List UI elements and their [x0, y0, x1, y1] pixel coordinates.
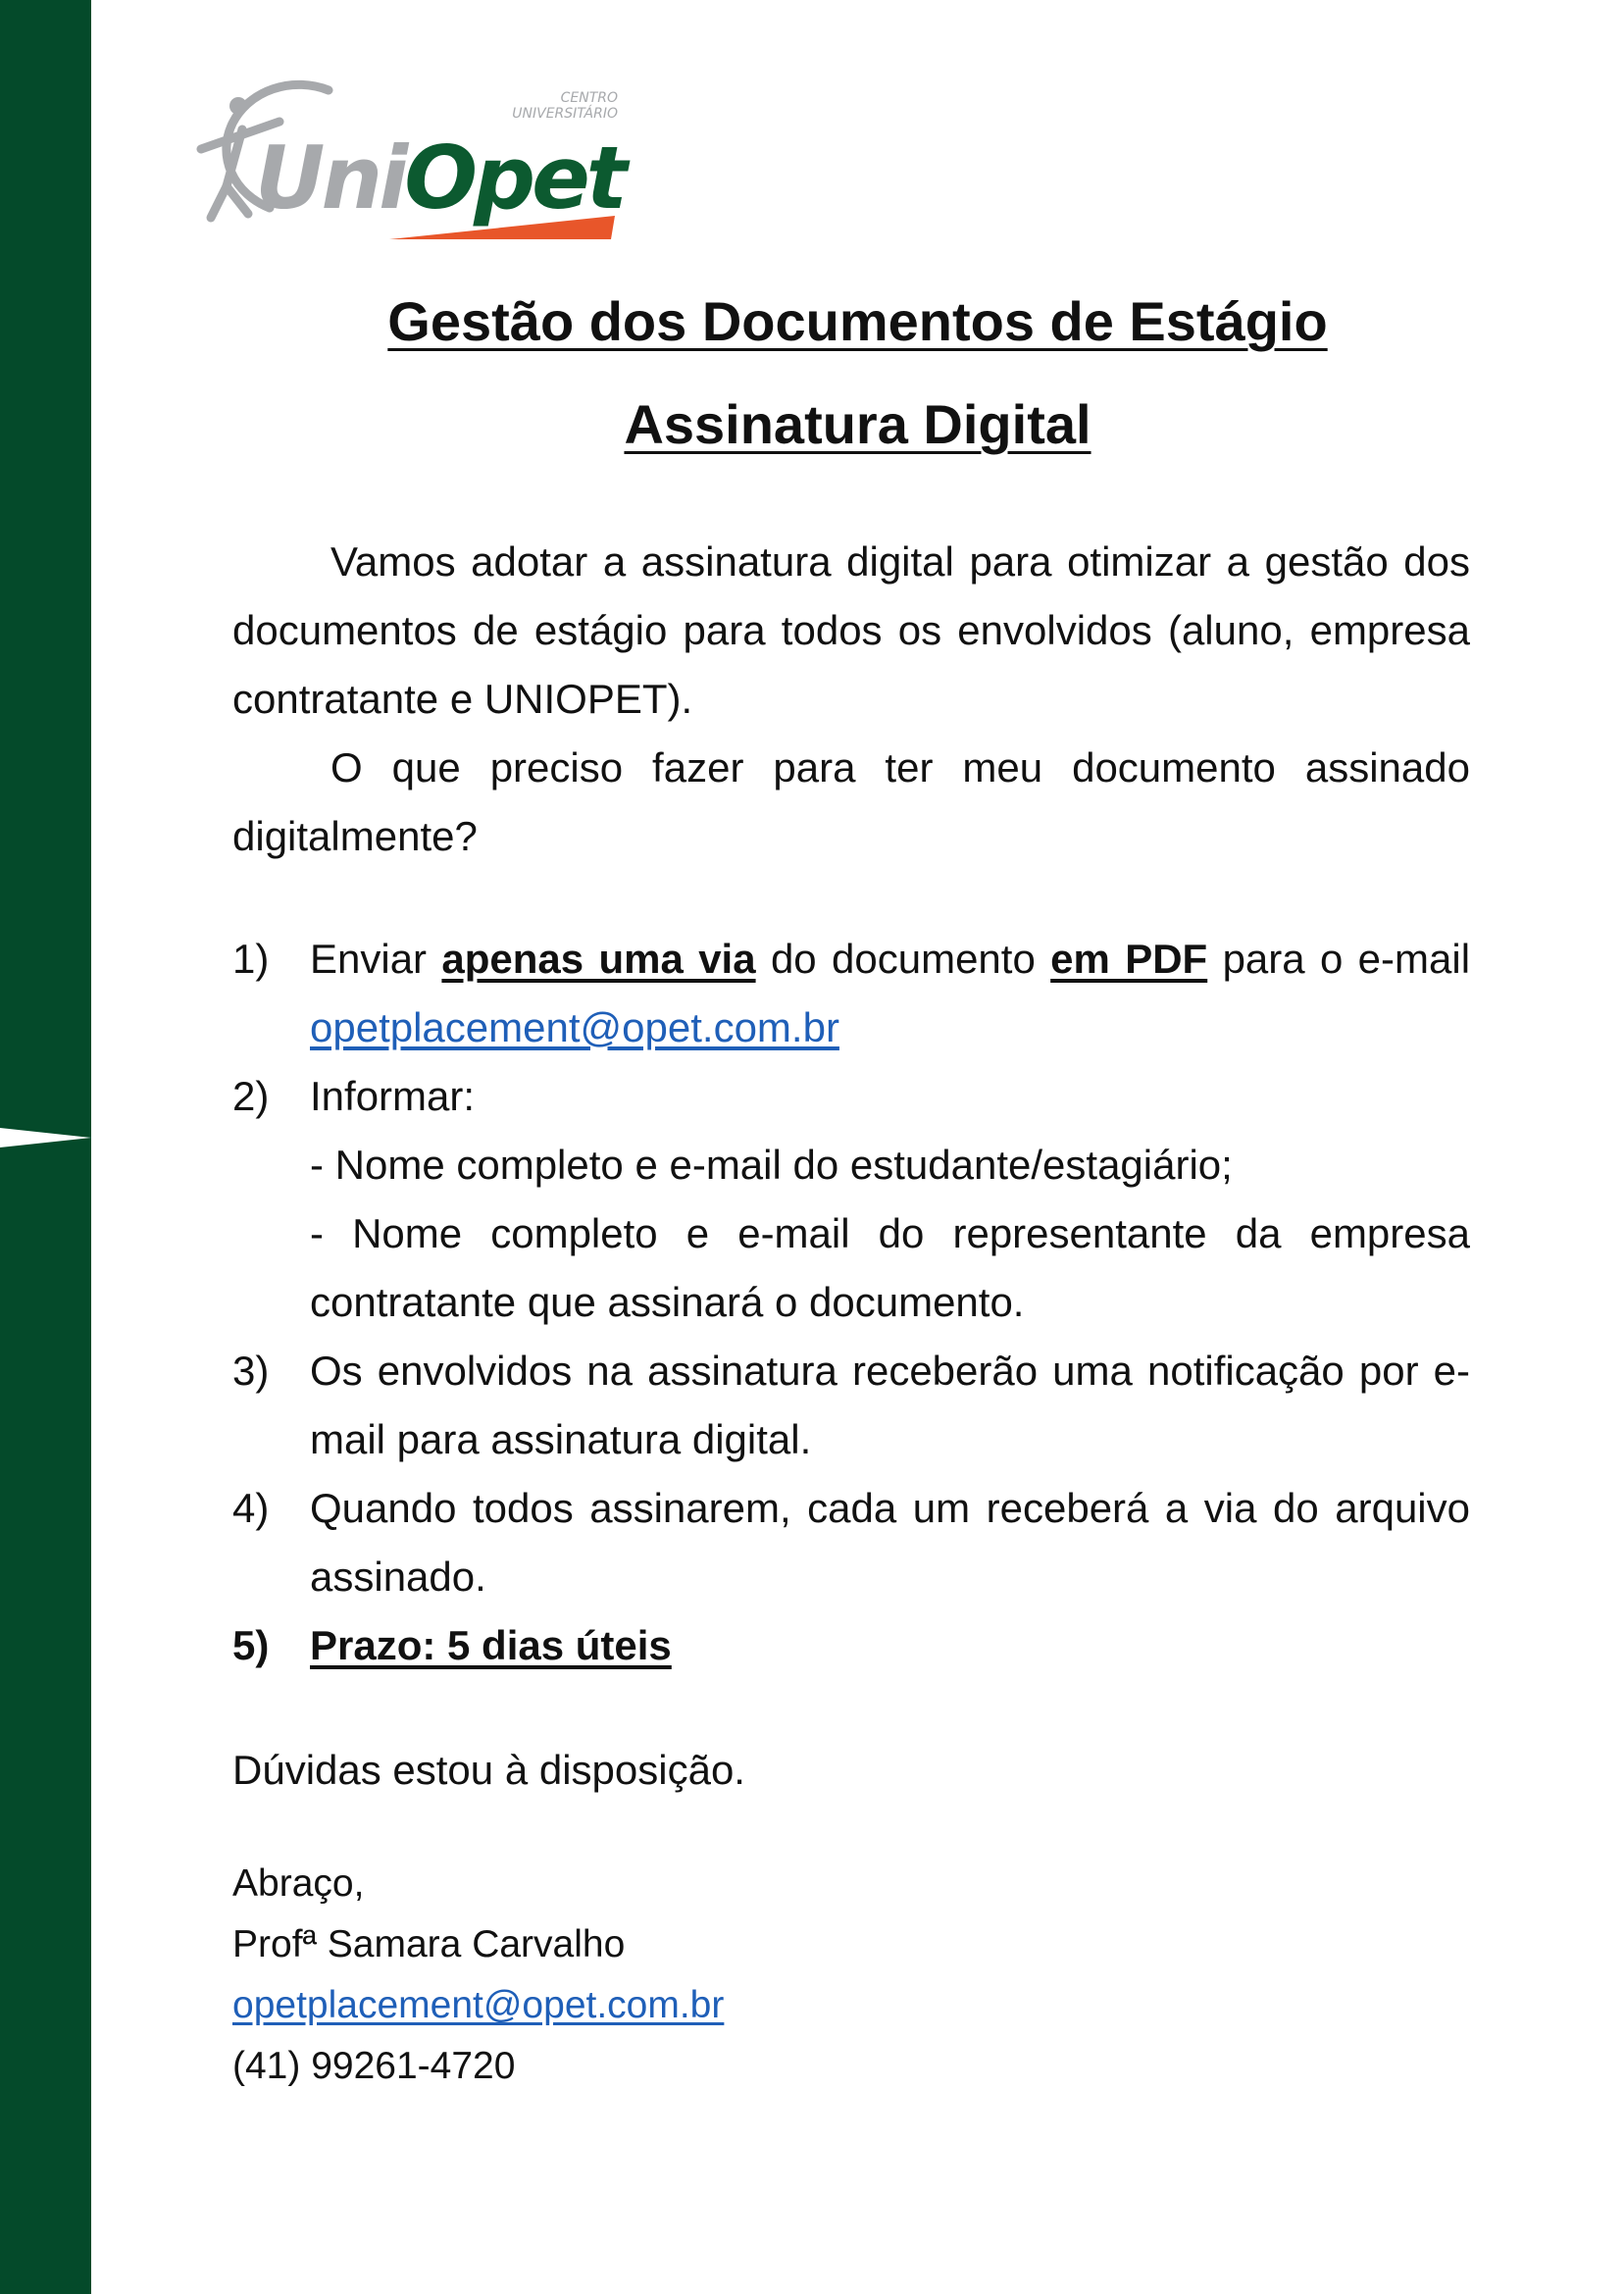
- step-emphasis: apenas uma via: [441, 936, 756, 982]
- steps-list: [232, 925, 1470, 1680]
- uniopet-logo: [162, 61, 633, 242]
- intro-paragraph: Vamos adotar a assinatura digital para otimizar a gestão dos documentos de estágio para todos os envolvidos (aluno, empresa contratante e UNIOPET).: [232, 538, 1470, 722]
- step-number: 1): [232, 936, 270, 982]
- logo-centro-text: CENTRO: [560, 90, 618, 106]
- sender-name: Profª Samara Carvalho: [232, 1923, 626, 1965]
- logo-opet-text: Opet: [404, 127, 624, 229]
- step-item: [232, 1062, 1470, 1337]
- email-link[interactable]: opetplacement@opet.com.br: [310, 1004, 839, 1050]
- step-number: 4): [232, 1485, 270, 1531]
- deadline-text: Prazo: 5 dias úteis: [310, 1622, 672, 1668]
- svg-text:UniOpet: [255, 127, 631, 229]
- step-number: 2): [232, 1073, 270, 1119]
- step-text: Os envolvidos na assinatura receberão uma notificação por e-mail para assinatura digital.: [310, 1348, 1470, 1462]
- page-subtitle: Assinatura Digital: [624, 393, 1091, 455]
- signature-email-link[interactable]: opetplacement@opet.com.br: [232, 1984, 725, 2026]
- doubts-line: Dúvidas estou à disposição.: [232, 1747, 745, 1793]
- closing-text: Abraço,: [232, 1862, 365, 1905]
- step-number: 3): [232, 1348, 270, 1394]
- step-emphasis: em PDF: [1050, 936, 1208, 982]
- question-paragraph: O que preciso fazer para ter meu documento assinado digitalmente?: [232, 744, 1470, 859]
- step-item: [232, 1337, 1470, 1474]
- step-item: [232, 1611, 1470, 1680]
- logo-uni-text: Uni: [255, 127, 405, 229]
- phone-number: (41) 99261-4720: [232, 2045, 516, 2087]
- page-title: Gestão dos Documentos de Estágio: [387, 290, 1328, 352]
- step-text: Quando todos assinarem, cada um receberá a via do arquivo assinado.: [310, 1485, 1470, 1600]
- figure-head-icon: [229, 97, 247, 115]
- step-text: Informar:: [310, 1073, 476, 1119]
- signature-block: [232, 1854, 724, 2097]
- step-item: 1) Enviar apenas uma via do documento em PDF para o e-mail opetplacement@opet.com.br: [232, 925, 1470, 1062]
- step-subitem: - Nome completo e e-mail do representante da empresa contratante que assinará o documento.: [310, 1210, 1470, 1325]
- logo-universitario-text: UNIVERSITÁRIO: [512, 106, 618, 122]
- step-number: 5): [232, 1622, 270, 1668]
- step-item: [232, 1474, 1470, 1611]
- left-bar-notch: [0, 1128, 91, 1147]
- step-subitem: - Nome completo e e-mail do estudante/estagiário;: [310, 1142, 1233, 1188]
